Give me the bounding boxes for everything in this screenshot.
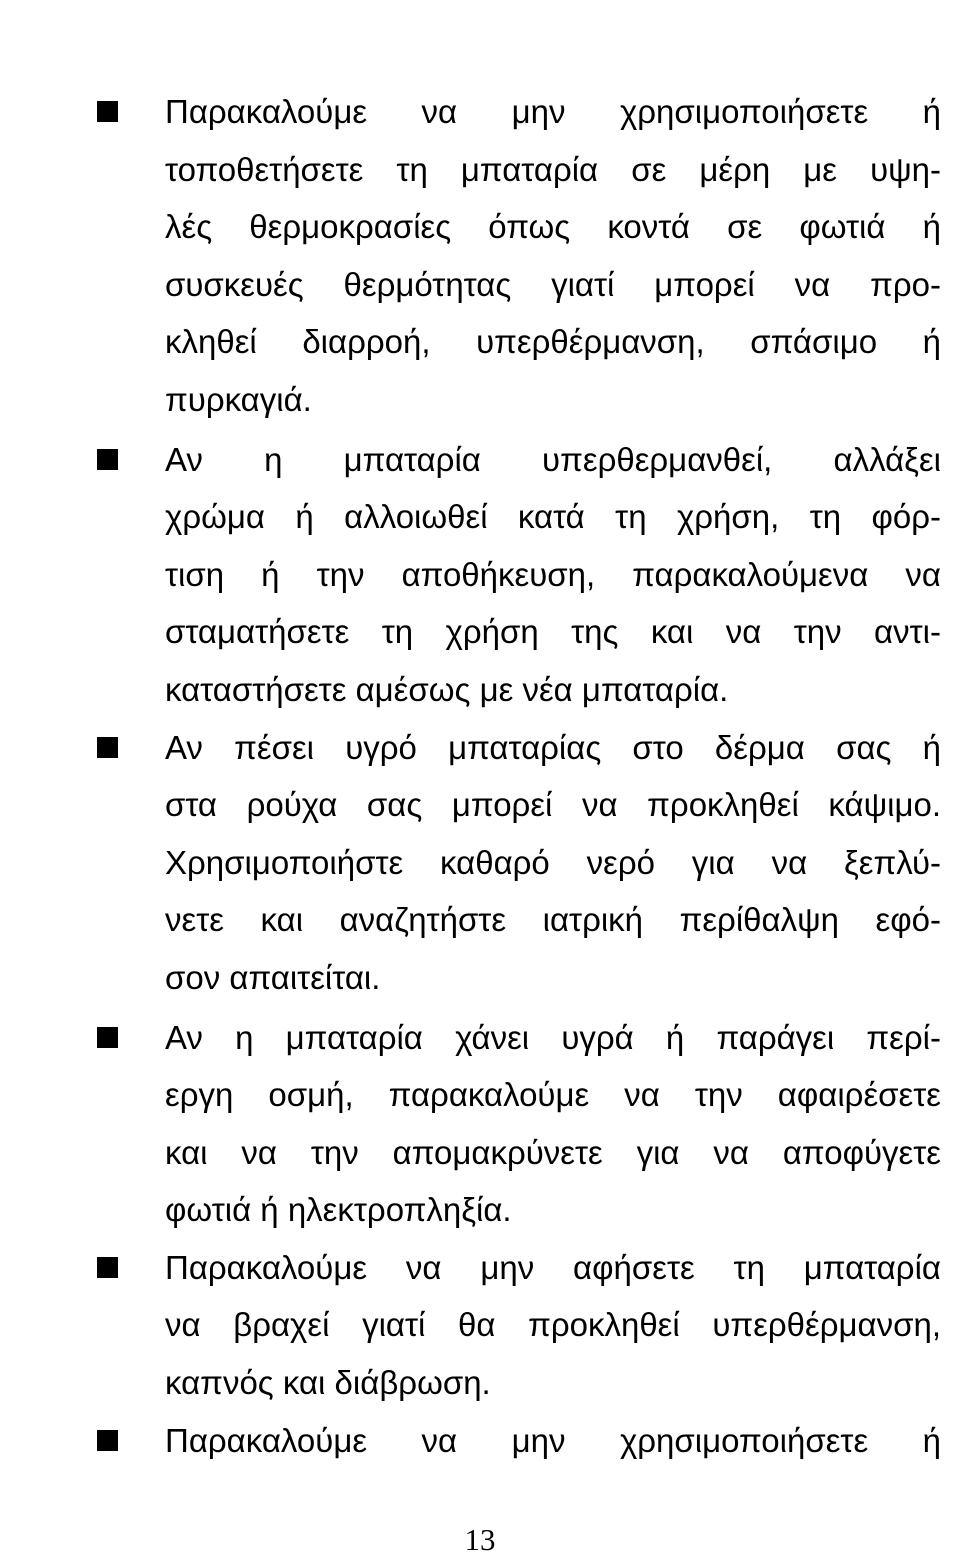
text-line: Παρακαλούμε να μην αφήσετε τη μπαταρία xyxy=(165,1249,941,1286)
text-line: σταματήσετε τη χρήση της και να την αντι- xyxy=(165,613,941,650)
text-line: χρώμα ή αλλοιωθεί κατά τη χρήση, τη φόρ- xyxy=(165,498,941,535)
text-line: λές θερμοκρασίες όπως κοντά σε φωτιά ή xyxy=(165,208,941,245)
text-line: να βραχεί γιατί θα προκληθεί υπερθέρμανση, xyxy=(165,1306,941,1343)
text-line: τοποθετήσετε τη μπαταρία σε μέρη με υψη- xyxy=(165,151,941,188)
text-line: καπνός και διάβρωση. xyxy=(165,1364,491,1401)
text-line: νετε και αναζητήστε ιατρική περίθαλψη εφό- xyxy=(165,901,941,938)
bullet-marker xyxy=(97,101,118,122)
text-line: τιση ή την αποθήκευση, παρακαλούμενα να xyxy=(165,556,941,593)
text-line: εργη οσμή, παρακαλούμε να την αφαιρέσετε xyxy=(165,1076,941,1113)
text-line: και να την απομακρύνετε για να αποφύγετε xyxy=(165,1134,941,1171)
text-line: Παρακαλούμε να μην χρησιμοποιήσετε ή xyxy=(165,93,941,130)
text-line: Αν πέσει υγρό μπαταρίας στο δέρμα σας ή xyxy=(165,729,941,766)
bullet-marker xyxy=(97,737,118,758)
page-number: 13 xyxy=(464,1522,496,1557)
text-line: κληθεί διαρροή, υπερθέρμανση, σπάσιμο ή xyxy=(165,323,941,360)
text-line: φωτιά ή ηλεκτροπληξία. xyxy=(165,1191,512,1228)
text-line: πυρκαγιά. xyxy=(165,381,312,418)
bullet-marker xyxy=(97,1430,118,1451)
bullet-marker xyxy=(97,1027,118,1048)
text-line: καταστήσετε αμέσως με νέα μπαταρία. xyxy=(165,671,729,708)
text-line: Αν η μπαταρία χάνει υγρά ή παράγει περί- xyxy=(165,1019,941,1056)
text-line: στα ρούχα σας μπορεί να προκληθεί κάψιμο. xyxy=(165,786,941,823)
bullet-marker xyxy=(97,449,118,470)
bullet-marker xyxy=(97,1257,118,1278)
text-line: συσκευές θερμότητας γιατί μπορεί να προ- xyxy=(165,266,941,303)
text-line: σον απαιτείται. xyxy=(165,959,381,996)
text-line: Αν η μπαταρία υπερθερμανθεί, αλλάξει xyxy=(165,441,941,478)
text-line: Χρησιμοποιήστε καθαρό νερό για να ξεπλύ- xyxy=(165,844,941,881)
text-line: Παρακαλούμε να μην χρησιμοποιήσετε ή xyxy=(165,1422,941,1459)
